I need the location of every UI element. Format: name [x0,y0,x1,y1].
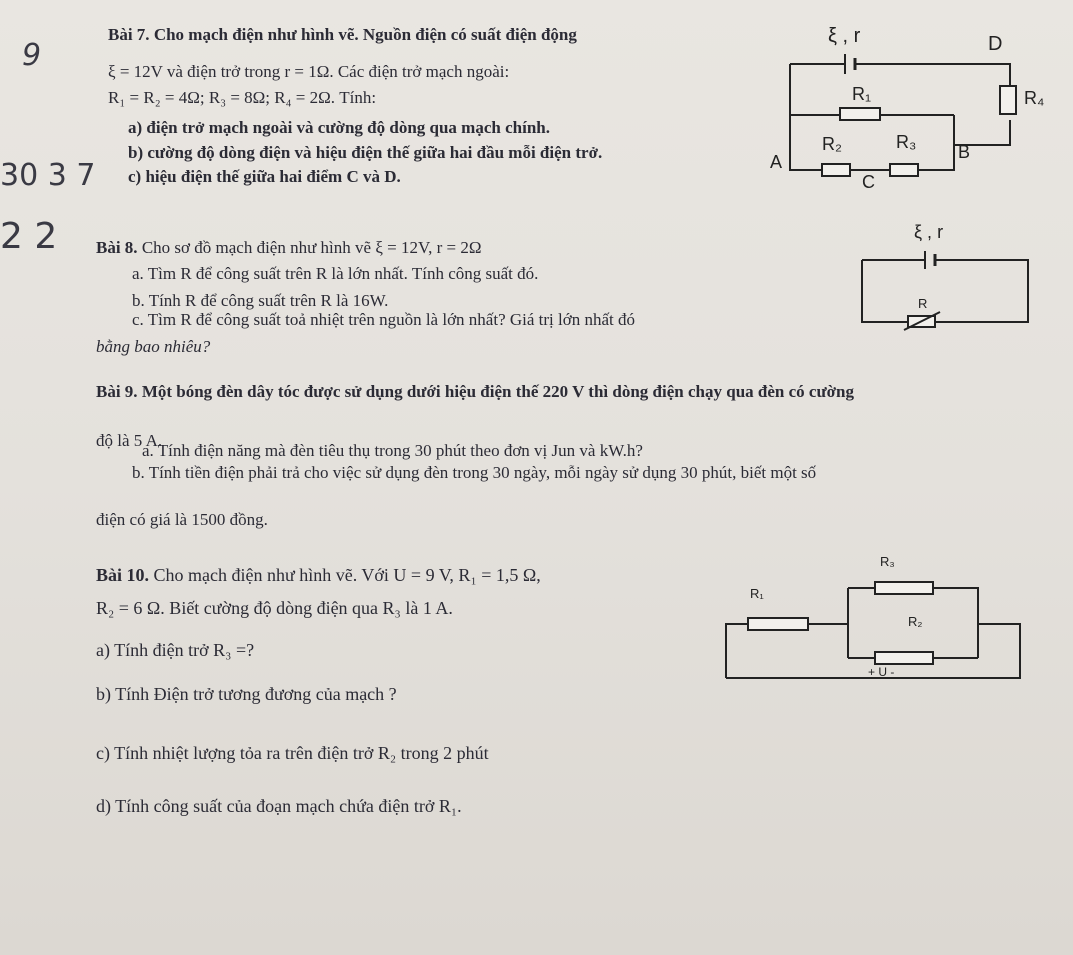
bai10-label-R2: R₂ [908,614,923,629]
bai7-source-label: ξ , r [828,25,861,47]
bai8-question-c: c. Tìm R để công suất toả nhiệt trên nguồn là lớn nhất? Giá trị lớn nhất đó [132,310,636,329]
bai8-label-R: R [918,296,928,311]
bai9-line2: độ là 5 A. [96,431,163,450]
bai7-line1 [108,25,577,45]
bai7-title: Bài 7. [108,25,150,44]
bai10-question-c: c) Tính nhiệt lượng tỏa ra trên điện trở R₂ trong 2 phút [96,743,489,763]
margin-mark-2: 30 3 7 [0,158,96,193]
bai10-question-b: b) Tính Điện trở tương đương của mạch ? [96,684,397,704]
bai10-resistor-R1 [748,618,808,630]
bai8-question-a: a. Tìm R để công suất trên R là lớn nhất. Tính công suất đó. [132,264,539,283]
bai9-line1 [96,382,854,402]
bai7-label-C: C [862,172,875,192]
bai7-label-R2: R₂ [822,134,842,154]
bai7-circuit-diagram [740,20,1060,190]
bai7-label-R4: R₄ [1024,88,1045,108]
bai9-intro: Một bóng đèn dây tóc được sử dụng dưới hiệu điện thế 220 V thì dòng điện chạy qua đèn có cường [141,382,855,401]
bai10-circuit-diagram [720,548,1040,698]
bai9-question-a: a. Tính điện năng mà đèn tiêu thụ trong 30 phút theo đơn vị Jun và kW.h? [142,441,643,460]
bai10-intro: Cho mạch điện như hình vẽ. Với U = 9 V, R₁ = 1,5 Ω, [153,565,541,585]
bai10-label-R1: R₁ [750,586,764,601]
bai7-line3: R₁ = R₂ = 4Ω; R₃ = 8Ω; R₄ = 2Ω. Tính: [108,88,377,107]
bai8-question-c-cont: bằng bao nhiêu? [96,337,211,356]
bai8-intro: Cho sơ đồ mạch điện như hình vẽ ξ = 12V, r = 2Ω [141,238,482,257]
bai9-question-b: b. Tính tiền điện phải trả cho việc sử dụng đèn trong 30 ngày, mỗi ngày sử dụng 30 phút, biết một số [132,463,817,482]
bai7-label-R1: R₁ [852,84,872,104]
bai7-intro: Cho mạch điện như hình vẽ. Nguồn điện có suất điện động [153,25,577,44]
bai10-label-R3: R₃ [880,554,895,569]
bai8-title: Bài 8. [96,238,138,257]
bai7-label-R3: R₃ [896,132,917,152]
bai10-title: Bài 10. [96,565,150,585]
bai8-question-b: b. Tính R để công suất trên R là 16W. [132,291,389,310]
bai10-line2: R₂ = 6 Ω. Biết cường độ dòng điện qua R₃ là 1 A. [96,598,453,618]
bai7-line2: ξ = 12V và điện trở trong r = 1Ω. Các điện trở mạch ngoài: [108,62,510,81]
bai10-resistor-R2 [875,652,933,664]
bai8-circuit-diagram [840,220,1040,330]
bai7-resistor-R3 [890,164,918,176]
bai7-label-B: B [958,142,971,162]
bai7-label-A: A [770,152,783,172]
bai7-resistor-R2 [822,164,850,176]
bai7-question-b: b) cường độ dòng điện và hiệu điện thế giữa hai đầu mỗi điện trở. [128,143,603,162]
bai9-title: Bài 9. [96,382,138,401]
bai10-resistor-R3 [875,582,933,594]
bai10-question-a: a) Tính điện trở R₃ =? [96,640,255,660]
bai7-resistor-R1 [840,108,880,120]
bai9-question-b-cont: điện có giá là 1500 đồng. [96,510,268,529]
bai7-question-c: c) hiệu điện thế giữa hai điểm C và D. [128,167,401,186]
bai10-line1 [96,565,541,585]
margin-mark-3: 2 2 [0,216,58,257]
bai8-source-label: ξ , r [914,222,944,242]
bai7-question-a: a) điện trở mạch ngoài và cường độ dòng qua mạch chính. [128,118,550,137]
bai10-label-U: + U - [868,665,895,679]
bai7-resistor-R4 [1000,86,1016,114]
margin-mark-1: 9 [22,38,42,73]
bai10-question-d: d) Tính công suất của đoạn mạch chứa điện trở R₁. [96,796,462,816]
bai8-line1 [96,238,481,258]
bai7-label-D: D [988,33,1003,55]
